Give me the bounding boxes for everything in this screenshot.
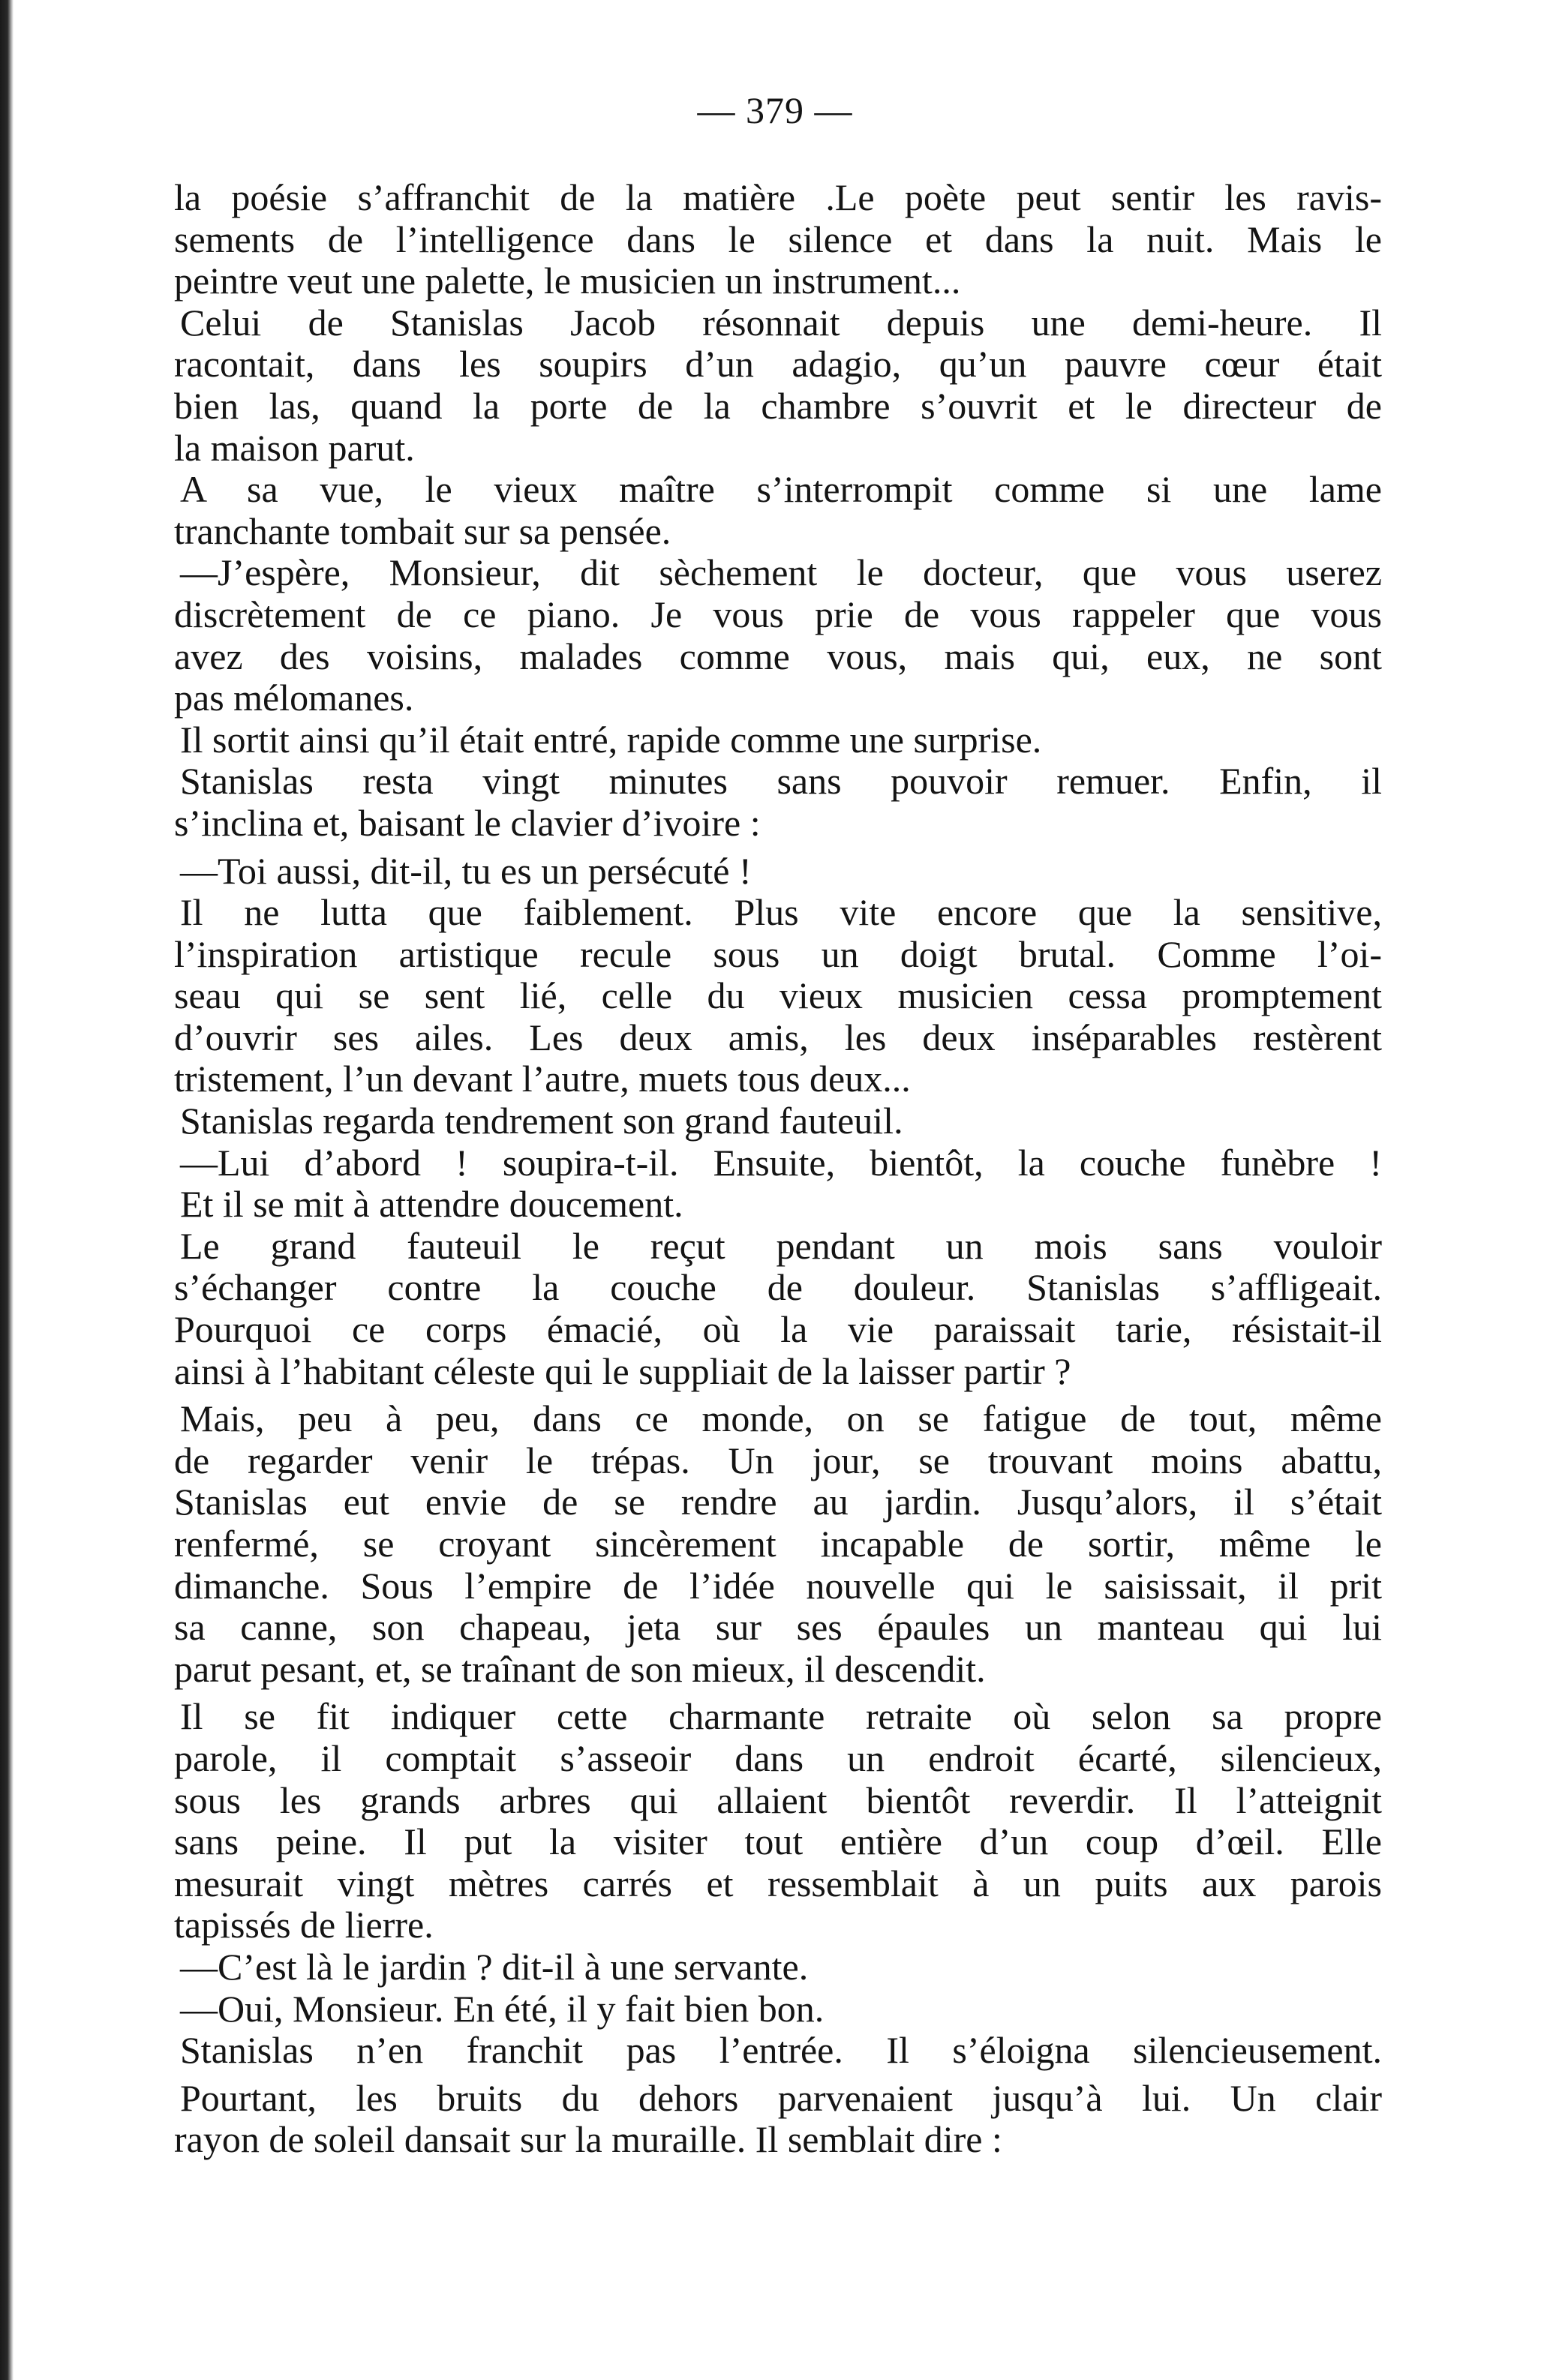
text-line: l’inspiration artistique recule sous un doigt brutal. Comme l’oi- — [174, 932, 1382, 975]
page-text — [174, 177, 1382, 2161]
text-line: avez des voisins, malades comme vous, mais qui, eux, ne sont — [174, 635, 1382, 677]
text-line: sa canne, son chapeau, jeta sur ses épaules un manteau qui lui — [174, 1606, 1382, 1649]
text-line: bien las, quand la porte de la chambre s’ouvrit et le directeur de — [174, 384, 1382, 427]
text-line: tristement, l’un devant l’autre, muets tous deux... — [174, 1058, 911, 1100]
text-line: tapissés de lierre. — [174, 1904, 434, 1946]
text-line: A sa vue, le vieux maître s’interrompit comme si une lame — [180, 468, 1382, 511]
text-line: —Toi aussi, dit-il, tu es un persécuté ! — [180, 849, 752, 892]
text-line: Stanislas n’en franchit pas l’entrée. Il s’éloigna silencieusement. — [180, 2029, 1382, 2072]
text-line: de regarder venir le trépas. Un jour, se trouvant moins abattu, — [174, 1439, 1382, 1481]
text-line: racontait, dans les soupirs d’un adagio, qu’un pauvre cœur était — [174, 343, 1382, 386]
text-line: pas mélomanes. — [174, 677, 414, 719]
text-line: seau qui se sent lié, celle du vieux musicien cessa promptement — [174, 974, 1382, 1017]
text-line: Stanislas regarda tendrement son grand fauteuil. — [180, 1100, 903, 1142]
text-line: s’échanger contre la couche de douleur. Stanislas s’affligeait. — [174, 1266, 1382, 1309]
text-line: parut pesant, et, se traînant de son mieux, il descendit. — [174, 1647, 986, 1690]
text-line: Pourquoi ce corps émacié, où la vie paraissait tarie, résistait-il — [174, 1308, 1382, 1351]
scan-binding-edge — [0, 0, 14, 2380]
text-line: sements de l’intelligence dans le silence et dans la nuit. Mais le — [174, 218, 1382, 260]
text-line: Et il se mit à attendre doucement. — [180, 1183, 683, 1226]
text-line: dimanche. Sous l’empire de l’idée nouvelle qui le saisissait, il prit — [174, 1564, 1382, 1607]
text-line: tranchante tombait sur sa pensée. — [174, 509, 671, 552]
text-line: —Oui, Monsieur. En été, il y fait bien bon. — [180, 1987, 825, 2030]
page-number: — 379 — — [697, 89, 853, 131]
text-line: renfermé, se croyant sincèrement incapable de sortir, même le — [174, 1523, 1382, 1565]
text-line: la maison parut. — [174, 426, 415, 469]
text-line: Stanislas resta vingt minutes sans pouvoir remuer. Enfin, il — [180, 760, 1382, 803]
text-line: d’ouvrir ses ailes. Les deux amis, les deux inséparables restèrent — [174, 1016, 1382, 1058]
text-line: sans peine. Il put la visiter tout entière d’un coup d’œil. Elle — [174, 1820, 1382, 1863]
text-line: s’inclina et, baisant le clavier d’ivoire : — [174, 801, 761, 844]
text-line: —C’est là le jardin ? dit-il à une servante. — [180, 1945, 809, 1988]
text-line: discrètement de ce piano. Je vous prie de vous rappeler que vous — [174, 593, 1382, 635]
text-line: Pourtant, les bruits du dehors parvenaient jusqu’à lui. Un clair — [180, 2076, 1382, 2119]
text-line: Celui de Stanislas Jacob résonnait depuis une demi-heure. Il — [180, 301, 1382, 344]
text-line: la poésie s’affranchit de la matière .Le poète peut sentir les ravis- — [174, 176, 1382, 218]
text-line: Il se fit indiquer cette charmante retraite où selon sa propre — [180, 1695, 1382, 1738]
text-line: Stanislas eut envie de se rendre au jardin. Jusqu’alors, il s’était — [174, 1481, 1382, 1523]
text-line: parole, il comptait s’asseoir dans un endroit écarté, silencieux, — [174, 1736, 1382, 1779]
text-line: Le grand fauteuil le reçut pendant un mois sans vouloir — [180, 1224, 1382, 1267]
text-line: Il ne lutta que faiblement. Plus vite encore que la sensitive, — [180, 891, 1382, 934]
text-line: rayon de soleil dansait sur la muraille. Il semblait dire : — [174, 2118, 1002, 2161]
text-line: sous les grands arbres qui allaient bientôt reverdir. Il l’atteignit — [174, 1778, 1382, 1821]
text-line: Mais, peu à peu, dans ce monde, on se fatigue de tout, même — [180, 1397, 1382, 1440]
text-line: ainsi à l’habitant céleste qui le suppliait de la laisser partir ? — [174, 1349, 1071, 1392]
text-line: —Lui d’abord ! soupira-t-il. Ensuite, bientôt, la couche funèbre ! — [180, 1141, 1382, 1184]
text-line: Il sortit ainsi qu’il était entré, rapide comme une surprise. — [180, 718, 1042, 761]
text-line: peintre veut une palette, le musicien un instrument... — [174, 260, 961, 302]
text-line: —J’espère, Monsieur, dit sèchement le docteur, que vous userez — [180, 551, 1382, 594]
text-line: mesurait vingt mètres carrés et ressemblait à un puits aux parois — [174, 1862, 1382, 1904]
